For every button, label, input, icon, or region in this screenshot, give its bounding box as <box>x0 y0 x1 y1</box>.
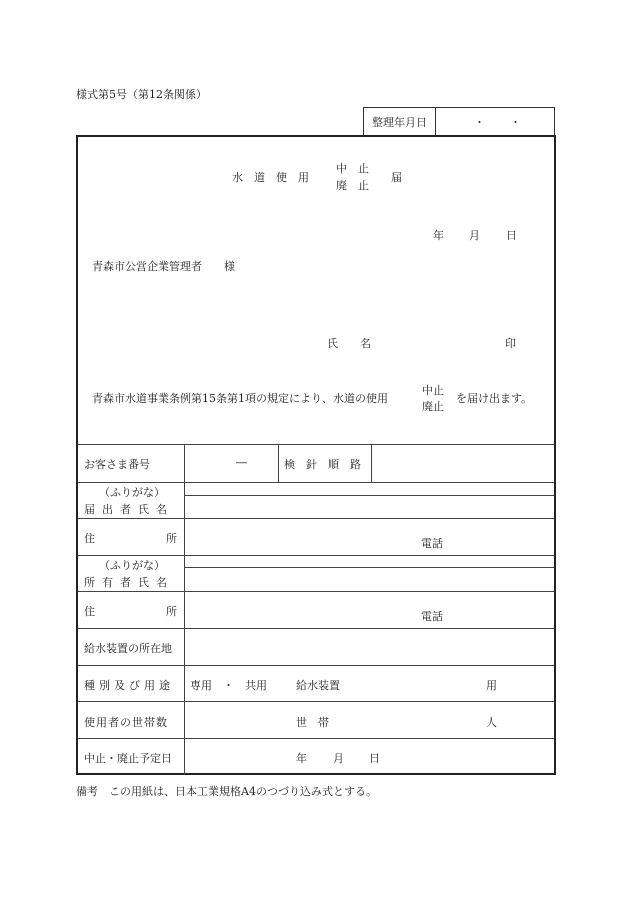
column-divider <box>278 444 279 482</box>
customer-number-label-text: お客さま番号 <box>84 458 150 471</box>
register-date-dot: ・ <box>474 116 485 129</box>
form-number: 様式第5号（第12条関係） <box>76 88 207 101</box>
row-divider <box>78 701 554 702</box>
row-divider <box>78 738 554 739</box>
row-divider <box>78 628 554 629</box>
device-value: 給水装置 <box>296 679 340 692</box>
households-label: 使用者の世帯数 <box>84 716 168 729</box>
footnote: 備考 この用紙は、日本工業規格A4のつづり込み式とする。 <box>76 785 377 798</box>
row-divider <box>78 555 554 556</box>
column-divider <box>371 444 372 482</box>
customer-number-value[interactable]: ― <box>236 456 247 469</box>
scheduled-year: 年 <box>296 752 307 765</box>
applicant-name-label: 届出者氏名 <box>84 503 174 516</box>
furigana-label: （ふりがな） <box>99 559 165 572</box>
date-year: 年 <box>433 229 444 242</box>
register-date-dot: ・ <box>510 116 521 129</box>
scheduled-date-label: 中止・廃止予定日 <box>84 752 172 765</box>
phone-label: 電話 <box>421 537 443 550</box>
addressee: 青森市公営企業管理者 様 <box>92 260 235 273</box>
type-usage-label: 種別及び用途 <box>84 679 174 692</box>
address-label: 所 <box>166 532 177 545</box>
row-divider <box>78 591 554 592</box>
title-option-abolish: 廃 止 <box>336 179 369 192</box>
scheduled-day: 日 <box>369 752 380 765</box>
statement-option-stop: 中止 <box>422 384 444 397</box>
title-option-stop: 中 止 <box>336 162 369 175</box>
date-day: 日 <box>506 229 517 242</box>
row-divider <box>78 665 554 666</box>
row-divider <box>184 495 554 496</box>
meter-order-label: 検 針 順 路 <box>284 458 361 471</box>
persons-unit: 人 <box>486 716 497 729</box>
statement-text: 青森市水道事業条例第15条第1項の規定により、水道の使用 <box>92 392 388 405</box>
device-location-label: 給水装置の所在地 <box>84 642 172 655</box>
statement-option-abolish: 廃止 <box>422 400 444 413</box>
usage-suffix: 用 <box>486 679 497 692</box>
address-label: 所 <box>166 605 177 618</box>
phone-label: 電話 <box>421 610 443 623</box>
furigana-label: （ふりがな） <box>99 486 165 499</box>
households-unit: 世 帯 <box>296 716 329 729</box>
statement-suffix: を届け出ます。 <box>456 392 533 405</box>
customer-number-label <box>78 456 184 472</box>
date-month: 月 <box>469 229 480 242</box>
owner-name-label: 所有者氏名 <box>84 576 174 589</box>
seal-mark: 印 <box>505 337 516 350</box>
address-label: 住 <box>84 605 95 618</box>
applicant-name-label: 氏 名 <box>327 337 371 350</box>
title-prefix: 水 道 使 用 <box>232 171 309 184</box>
column-divider <box>184 444 185 775</box>
row-divider <box>78 482 554 483</box>
form-frame <box>76 135 556 775</box>
register-date-box <box>363 107 555 135</box>
row-divider <box>78 444 554 445</box>
register-date-label: 整理年月日 <box>364 108 436 135</box>
row-divider <box>78 518 554 519</box>
address-label: 住 <box>84 532 95 545</box>
type-value[interactable]: 専用 ・ 共用 <box>190 679 267 692</box>
row-divider <box>184 567 554 568</box>
title-suffix: 届 <box>391 171 402 184</box>
scheduled-month: 月 <box>333 752 344 765</box>
